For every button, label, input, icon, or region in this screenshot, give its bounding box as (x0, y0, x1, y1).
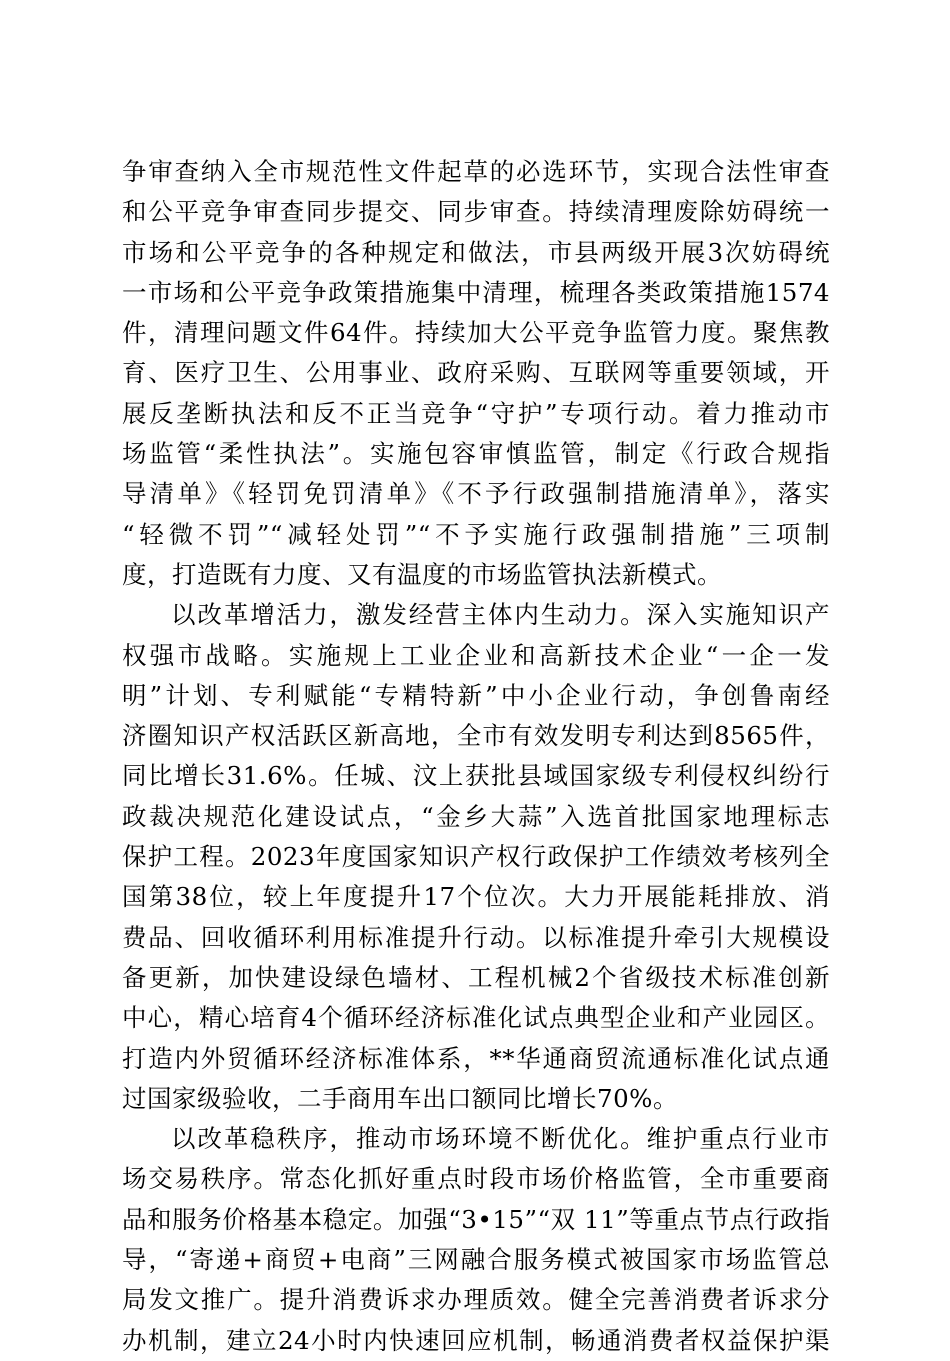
text-line: 展反垄断执法和反不正当竞争“守护”专项行动。着力推动市 (122, 398, 830, 428)
text-line: 品和服务价格基本稳定。加强“3•15”“双 11”等重点节点行政指 (122, 1204, 830, 1234)
paragraph-first-line: 以改革增活力，激发经营主体内生动力。深入实施知识产 (171, 600, 830, 630)
text-line: 明”计划、专利赋能“专精特新”中小企业行动，争创鲁南经 (122, 680, 830, 710)
text-line: 局发文推广。提升消费诉求办理质效。健全完善消费者诉求分 (122, 1285, 830, 1315)
text-line: 国第38位，较上年度提升17个位次。大力开展能耗排放、消 (122, 882, 830, 912)
body-text (122, 152, 830, 1361)
text-line: 保护工程。2023年度国家知识产权行政保护工作绩效考核列全 (122, 842, 830, 872)
text-line: 场交易秩序。常态化抓好重点时段市场价格监管，全市重要商 (122, 1164, 830, 1194)
text-line: 权强市战略。实施规上工业企业和高新技术企业“一企一发 (122, 640, 830, 670)
text-line: 过国家级验收，二手商用车出口额同比增长70%。 (122, 1083, 678, 1113)
text-line: 打造内外贸循环经济标准体系，**华通商贸流通标准化试点通 (122, 1043, 830, 1073)
text-line: 导清单》《轻罚免罚清单》《不予行政强制措施清单》，落实 (122, 479, 830, 509)
text-line: 办机制，建立24小时内快速回应机制，畅通消费者权益保护渠 (122, 1325, 830, 1355)
text-line: 同比增长31.6%。任城、汶上获批县域国家级专利侵权纠纷行 (122, 761, 830, 791)
paragraph-first-line: 以改革稳秩序，推动市场环境不断优化。维护重点行业市 (171, 1124, 830, 1154)
text-line: 场监管“柔性执法”。实施包容审慎监管，制定《行政合规指 (122, 439, 830, 469)
text-line: 政裁决规范化建设试点，“金乡大蒜”入选首批国家地理标志 (122, 801, 830, 831)
text-line: 和公平竞争审查同步提交、同步审查。持续清理废除妨碍统一 (122, 197, 830, 227)
text-line: 济圈知识产权活跃区新高地，全市有效发明专利达到8565件， (122, 721, 830, 751)
text-line: “轻微不罚”“减轻处罚”“不予实施行政强制措施”三项制 (122, 519, 830, 549)
text-line: 育、医疗卫生、公用事业、政府采购、互联网等重要领域，开 (122, 358, 830, 388)
text-line: 一市场和公平竞争政策措施集中清理，梳理各类政策措施1574 (122, 277, 830, 307)
text-line: 费品、回收循环利用标准提升行动。以标准提升牵引大规模设 (122, 922, 830, 952)
text-line: 中心，精心培育4个循环经济标准化试点典型企业和产业园区。 (122, 1003, 830, 1033)
text-line: 争审查纳入全市规范性文件起草的必选环节，实现合法性审查 (122, 157, 830, 186)
text-line: 备更新，加快建设绿色墙材、工程机械2个省级技术标准创新 (122, 962, 830, 992)
text-line: 度，打造既有力度、又有温度的市场监管执法新模式。 (122, 559, 722, 589)
text-line: 导，“寄递+商贸+电商”三网融合服务模式被国家市场监管总 (122, 1245, 830, 1275)
text-line: 件，清理问题文件64件。持续加大公平竞争监管力度。聚焦教 (122, 318, 830, 348)
text-line: 市场和公平竞争的各种规定和做法，市县两级开展3次妨碍统 (122, 237, 830, 267)
